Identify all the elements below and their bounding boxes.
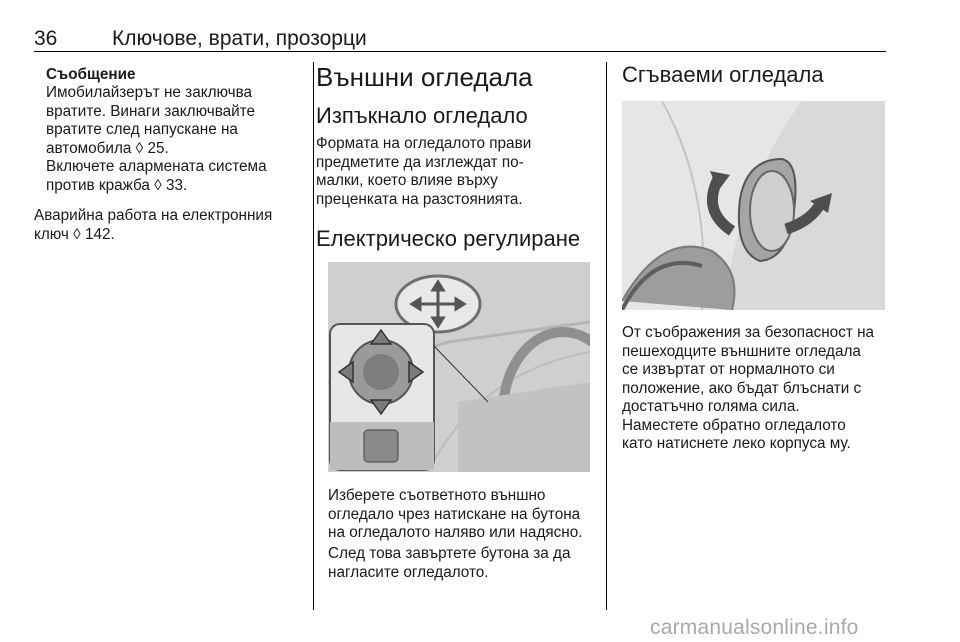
body-line: нагласите огледалото. <box>328 563 489 581</box>
page-number: 36 <box>34 27 58 50</box>
note-text-2 <box>46 158 296 195</box>
body-line: След това завъртете бутона за да <box>328 545 571 562</box>
section-heading: Външни огледала <box>316 62 533 92</box>
note-line: вратите след напускане на <box>46 121 238 138</box>
body-line: огледало чрез натискане на бутона <box>328 505 581 523</box>
note-heading: Съобщение <box>46 66 136 83</box>
header-rule <box>34 51 886 52</box>
paragraph-rotate-knob <box>328 545 590 582</box>
body-line: пешеходците външните огледала <box>622 342 861 360</box>
body-line: достатъчно голяма сила. <box>622 398 800 415</box>
mirror-control-illustration <box>328 262 590 472</box>
page-header <box>34 27 886 51</box>
body-line: Наместете обратно огледалото <box>622 416 846 434</box>
body-line: положение, ако бъдат блъснати с <box>622 379 862 397</box>
subheading-electric-adjust: Електрическо регулиране <box>316 226 581 251</box>
paragraph-folding <box>622 324 888 454</box>
note-text <box>46 84 296 158</box>
body-line: се извъртат от нормалното си <box>622 361 835 378</box>
section-heading-folding: Сгъваеми огледала <box>622 62 824 87</box>
column-divider-1 <box>313 62 314 610</box>
paragraph-select-mirror <box>328 487 590 543</box>
body-line: като натиснете леко корпуса му. <box>622 435 851 452</box>
column-divider-2 <box>606 62 607 610</box>
body-line: Изберете съответното външно <box>328 487 546 504</box>
paragraph-convex-mirror <box>316 135 592 209</box>
body-line: От съображения за безопасност на <box>622 324 875 341</box>
body-paragraph <box>34 207 304 244</box>
watermark: carmanualsonline.info <box>650 616 859 639</box>
body-line: Аварийна работа на електронния <box>34 207 273 224</box>
body-line: малки, което влияе върху <box>316 172 498 189</box>
body-line: преценката на разстоянията. <box>316 190 523 208</box>
mirror-control-drawing <box>328 262 590 472</box>
folding-mirror-drawing <box>622 101 885 310</box>
body-line: ключ ◊ 142. <box>34 225 115 243</box>
note-line: против кражба ◊ 33. <box>46 176 188 194</box>
body-line: на огледалото наляво или надясно. <box>328 524 583 541</box>
folding-mirror-illustration <box>622 101 885 310</box>
running-title: Ключове, врати, прозорци <box>112 27 367 50</box>
note-line: Имобилайзерът не заключва <box>46 84 253 101</box>
subheading-convex-mirror: Изпъкнало огледало <box>316 103 528 128</box>
body-line: предметите да изглеждат по- <box>316 153 524 171</box>
body-line: Формата на огледалото прави <box>316 135 532 152</box>
note-line: автомобила ◊ 25. <box>46 139 169 157</box>
note-line: Включете алармената система <box>46 158 267 175</box>
note-line: вратите. Винаги заключвайте <box>46 102 256 120</box>
